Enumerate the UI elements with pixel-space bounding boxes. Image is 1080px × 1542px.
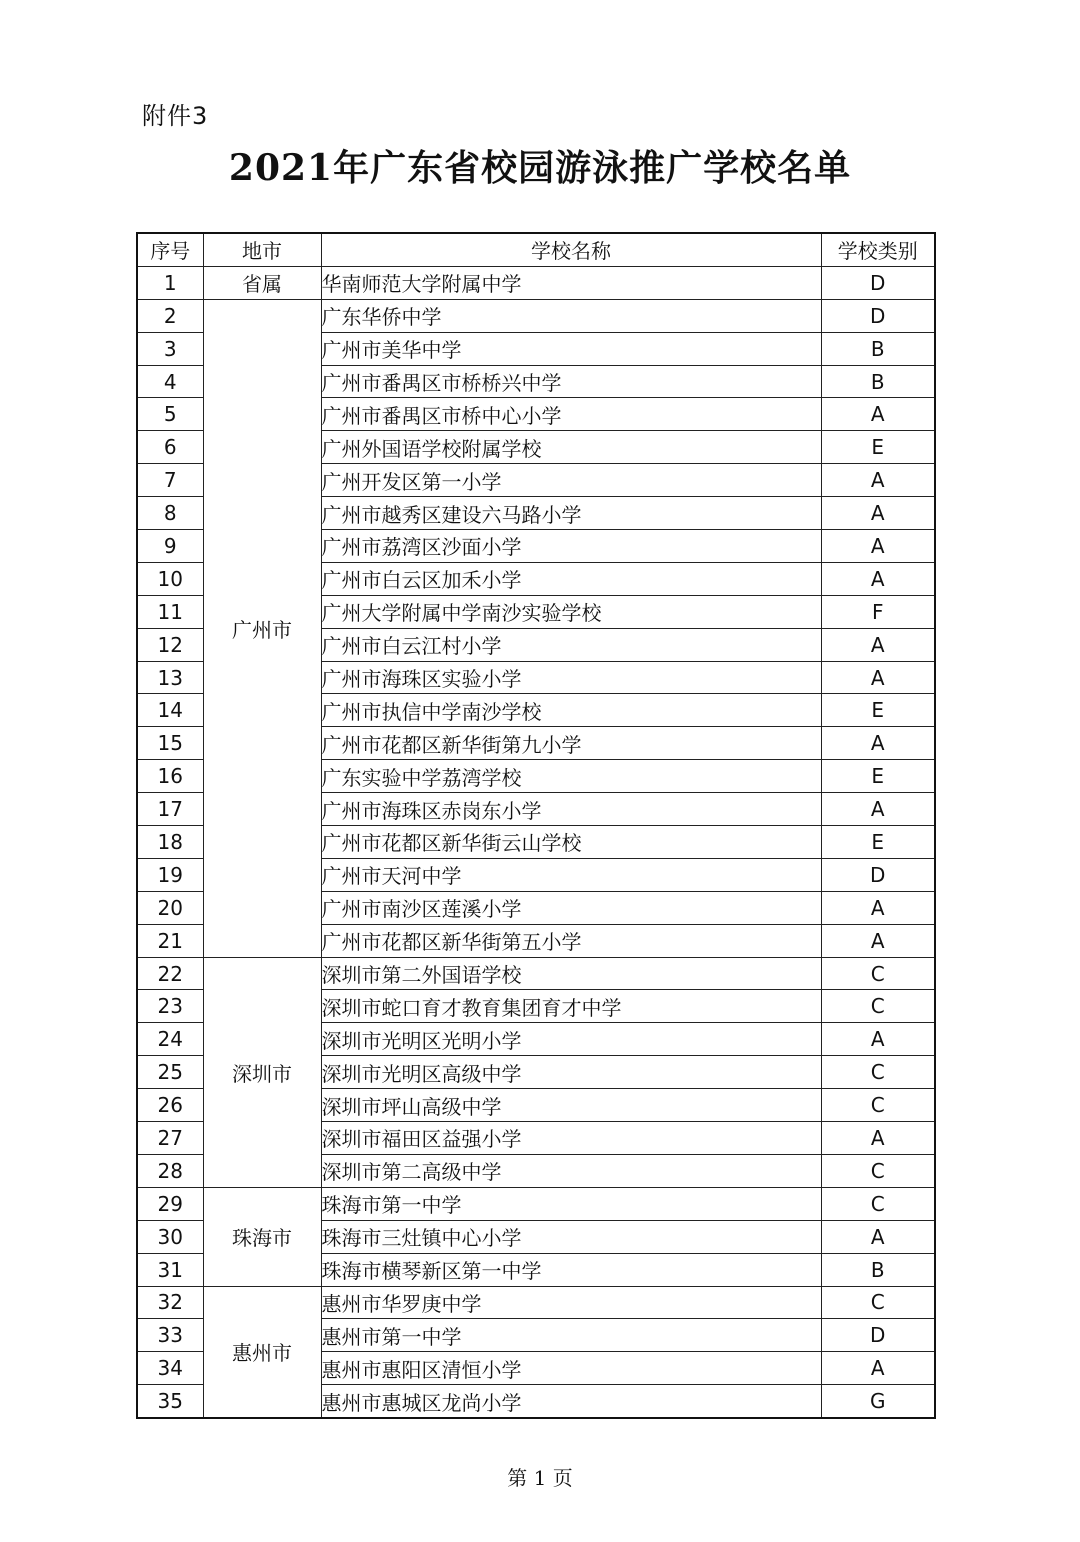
serial-number-cell: 25	[137, 1056, 203, 1089]
serial-number-cell: 19	[137, 858, 203, 891]
school-name-cell: 广东实验中学荔湾学校	[321, 760, 821, 793]
school-name-cell: 珠海市横琴新区第一中学	[321, 1253, 821, 1286]
city-cell: 珠海市	[203, 1187, 321, 1286]
serial-number-cell: 22	[137, 957, 203, 990]
school-category-cell: E	[821, 760, 935, 793]
school-name-cell: 广州市海珠区赤岗东小学	[321, 793, 821, 826]
table-row	[137, 299, 935, 332]
serial-number-cell: 26	[137, 1089, 203, 1122]
school-name-cell: 广州市白云区加禾小学	[321, 562, 821, 595]
school-name-cell: 广州市海珠区实验小学	[321, 661, 821, 694]
school-name-cell: 广州市荔湾区沙面小学	[321, 530, 821, 563]
serial-number-cell: 31	[137, 1253, 203, 1286]
school-category-cell: D	[821, 299, 935, 332]
header-serial-number: 序号	[137, 233, 203, 266]
serial-number-cell: 5	[137, 398, 203, 431]
serial-number-cell: 35	[137, 1385, 203, 1418]
serial-number-cell: 4	[137, 365, 203, 398]
city-cell: 惠州市	[203, 1286, 321, 1418]
school-name-cell: 深圳市光明区高级中学	[321, 1056, 821, 1089]
school-category-cell: C	[821, 1056, 935, 1089]
school-name-cell: 惠州市第一中学	[321, 1319, 821, 1352]
school-name-cell: 广州市南沙区莲溪小学	[321, 891, 821, 924]
serial-number-cell: 2	[137, 299, 203, 332]
header-city: 地市	[203, 233, 321, 266]
school-name-cell: 广州市花都区新华街第九小学	[321, 727, 821, 760]
serial-number-cell: 12	[137, 628, 203, 661]
serial-number-cell: 8	[137, 497, 203, 530]
school-name-cell: 广东华侨中学	[321, 299, 821, 332]
school-category-cell: E	[821, 826, 935, 859]
school-category-cell: F	[821, 595, 935, 628]
school-category-cell: C	[821, 1089, 935, 1122]
serial-number-cell: 13	[137, 661, 203, 694]
serial-number-cell: 7	[137, 464, 203, 497]
serial-number-cell: 29	[137, 1187, 203, 1220]
serial-number-cell: 1	[137, 266, 203, 299]
table-row	[137, 1286, 935, 1319]
serial-number-cell: 30	[137, 1220, 203, 1253]
serial-number-cell: 33	[137, 1319, 203, 1352]
school-category-cell: C	[821, 1187, 935, 1220]
school-name-cell: 惠州市惠城区龙尚小学	[321, 1385, 821, 1418]
school-name-cell: 深圳市坪山高级中学	[321, 1089, 821, 1122]
school-category-cell: D	[821, 1319, 935, 1352]
school-category-cell: B	[821, 332, 935, 365]
serial-number-cell: 18	[137, 826, 203, 859]
school-category-cell: E	[821, 694, 935, 727]
school-category-cell: A	[821, 530, 935, 563]
serial-number-cell: 32	[137, 1286, 203, 1319]
table-row	[137, 1187, 935, 1220]
school-name-cell: 惠州市华罗庚中学	[321, 1286, 821, 1319]
table-row	[137, 266, 935, 299]
serial-number-cell: 3	[137, 332, 203, 365]
school-category-cell: A	[821, 793, 935, 826]
school-name-cell: 广州市执信中学南沙学校	[321, 694, 821, 727]
serial-number-cell: 17	[137, 793, 203, 826]
serial-number-cell: 28	[137, 1154, 203, 1187]
school-name-cell: 广州市越秀区建设六马路小学	[321, 497, 821, 530]
school-category-cell: G	[821, 1385, 935, 1418]
serial-number-cell: 15	[137, 727, 203, 760]
school-name-cell: 广州市天河中学	[321, 858, 821, 891]
table-body	[137, 266, 935, 1418]
table-row	[137, 957, 935, 990]
school-category-cell: A	[821, 497, 935, 530]
serial-number-cell: 11	[137, 595, 203, 628]
school-category-cell: E	[821, 431, 935, 464]
school-category-cell: A	[821, 891, 935, 924]
school-category-cell: A	[821, 464, 935, 497]
school-category-cell: C	[821, 957, 935, 990]
city-cell: 广州市	[203, 299, 321, 957]
school-name-cell: 深圳市蛇口育才教育集团育才中学	[321, 990, 821, 1023]
school-category-cell: D	[821, 858, 935, 891]
school-name-cell: 广州大学附属中学南沙实验学校	[321, 595, 821, 628]
school-name-cell: 深圳市第二高级中学	[321, 1154, 821, 1187]
school-table	[136, 232, 936, 1419]
school-category-cell: A	[821, 727, 935, 760]
school-category-cell: B	[821, 1253, 935, 1286]
school-name-cell: 珠海市三灶镇中心小学	[321, 1220, 821, 1253]
city-cell: 省属	[203, 266, 321, 299]
school-category-cell: A	[821, 661, 935, 694]
city-cell: 深圳市	[203, 957, 321, 1187]
serial-number-cell: 9	[137, 530, 203, 563]
school-category-cell: D	[821, 266, 935, 299]
serial-number-cell: 14	[137, 694, 203, 727]
header-school-category: 学校类别	[821, 233, 935, 266]
school-category-cell: C	[821, 1154, 935, 1187]
school-name-cell: 惠州市惠阳区清恒小学	[321, 1352, 821, 1385]
school-name-cell: 广州市美华中学	[321, 332, 821, 365]
school-category-cell: C	[821, 990, 935, 1023]
serial-number-cell: 16	[137, 760, 203, 793]
school-category-cell: A	[821, 1023, 935, 1056]
school-category-cell: A	[821, 398, 935, 431]
school-name-cell: 广州市花都区新华街云山学校	[321, 826, 821, 859]
page-title: 2021年广东省校园游泳推广学校名单	[228, 147, 852, 189]
school-name-cell: 广州市番禺区市桥中心小学	[321, 398, 821, 431]
school-category-cell: A	[821, 924, 935, 957]
serial-number-cell: 27	[137, 1122, 203, 1155]
school-name-cell: 广州市白云江村小学	[321, 628, 821, 661]
table-header-row	[137, 233, 935, 266]
school-name-cell: 珠海市第一中学	[321, 1187, 821, 1220]
serial-number-cell: 24	[137, 1023, 203, 1056]
school-category-cell: C	[821, 1286, 935, 1319]
school-category-cell: A	[821, 1352, 935, 1385]
school-name-cell: 深圳市光明区光明小学	[321, 1023, 821, 1056]
school-category-cell: A	[821, 628, 935, 661]
school-name-cell: 深圳市第二外国语学校	[321, 957, 821, 990]
school-name-cell: 深圳市福田区益强小学	[321, 1122, 821, 1155]
serial-number-cell: 6	[137, 431, 203, 464]
school-name-cell: 广州开发区第一小学	[321, 464, 821, 497]
school-category-cell: A	[821, 1220, 935, 1253]
school-name-cell: 广州外国语学校附属学校	[321, 431, 821, 464]
school-name-cell: 广州市花都区新华街第五小学	[321, 924, 821, 957]
serial-number-cell: 10	[137, 562, 203, 595]
school-name-cell: 广州市番禺区市桥桥兴中学	[321, 365, 821, 398]
school-name-cell: 华南师范大学附属中学	[321, 266, 821, 299]
serial-number-cell: 21	[137, 924, 203, 957]
serial-number-cell: 34	[137, 1352, 203, 1385]
school-category-cell: A	[821, 1122, 935, 1155]
school-category-cell: B	[821, 365, 935, 398]
attachment-label: 附件3	[142, 102, 209, 130]
school-category-cell: A	[821, 562, 935, 595]
page-number: 第 1 页	[507, 1466, 573, 1490]
header-school-name: 学校名称	[321, 233, 821, 266]
serial-number-cell: 23	[137, 990, 203, 1023]
serial-number-cell: 20	[137, 891, 203, 924]
